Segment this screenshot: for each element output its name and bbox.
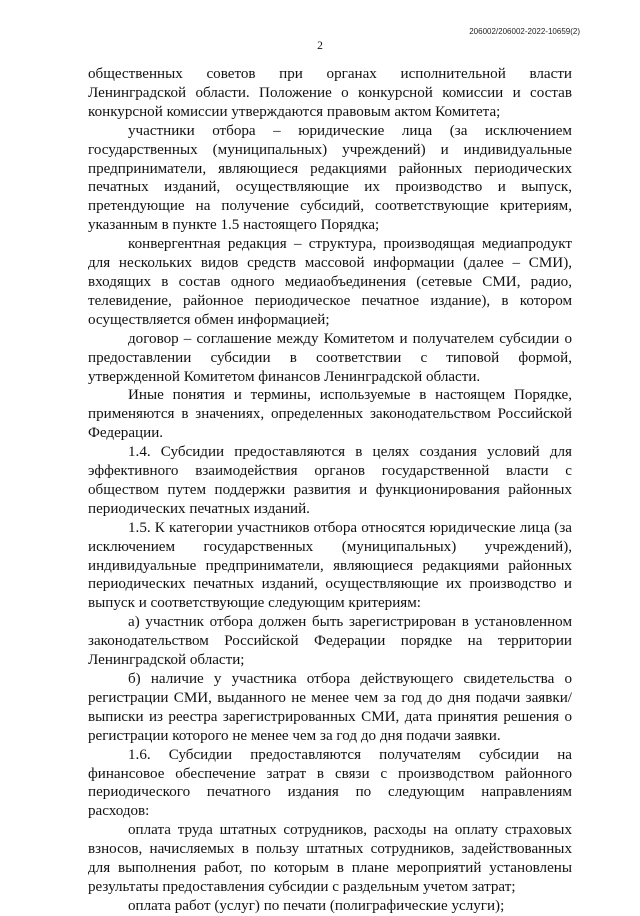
document-body — [88, 65, 572, 916]
paragraph: Иные понятия и термины, используемые в настоящем Порядке, применяются в значениях, определенных законодательством Российской Федерации. — [88, 387, 572, 442]
paragraph: 1.4. Субсидии предоставляются в целях создания условий для эффективного взаимодействия органов государственной власти с обществом путем поддержки развития и функционирования районных периодических печатных изданий. — [88, 444, 572, 517]
paragraph: оплата труда штатных сотрудников, расходы на оплату страховых взносов, начисляемых в пользу штатных сотрудников, задействованных для выполнения работ, по которым в плане мероприятий установлены результаты предоставления субсидии с раздельным учетом затрат; — [88, 822, 572, 895]
page-number: 2 — [317, 40, 323, 52]
paragraph: участники отбора – юридические лица (за исключением государственных (муниципальных) учреждений) и индивидуальные предприниматели, являющиеся редакциями районных периодических печатных изданий, осуществляющие их производство и выпуск, претендующие на получение субсидий, соответствующие критериям, указанным в пункте 1.5 настоящего Порядка; — [88, 122, 572, 234]
document-id: 206002/206002-2022-10659(2) — [469, 27, 580, 36]
paragraph: оплата работ (услуг) по печати (полиграфические услуги); — [128, 897, 505, 914]
paragraph: 1.6. Субсидии предоставляются получателям субсидии на финансовое обеспечение затрат в связи с производством районного периодического печатного издания по следующим направлениям расходов: — [88, 746, 572, 820]
paragraph: конвергентная редакция – структура, производящая медиапродукт для нескольких видов средств массовой информации (далее – СМИ), входящих в состав одного медиаобъединения (сетевые СМИ, радио, телевидение, районное периодическое печатное издание), в котором осуществляется обмен информацией; — [88, 236, 572, 328]
paragraph: б) наличие у участника отбора действующего свидетельства о регистрации СМИ, выданного не менее чем за год до дня подачи заявки/выписки из реестра зарегистрированных СМИ, дата принятия решения о регистрации которого не менее чем за год до дня подачи заявки. — [88, 671, 572, 744]
paragraph: общественных советов при органах исполнительной власти Ленинградской области. Положение о конкурсной комиссии и состав конкурсной комиссии утверждаются правовым актом Комитета; — [88, 66, 572, 120]
paragraph: договор – соглашение между Комитетом и получателем субсидии о предоставлении субсидии в соответствии с типовой формой, утвержденной Комитетом финансов Ленинградской области. — [88, 330, 572, 385]
paragraph: 1.5. К категории участников отбора относятся юридические лица (за исключением государственных (муниципальных) учреждений), индивидуальные предприниматели, являющиеся редакциями районных периодических печатных изданий, осуществляющие их производство и выпуск и соответствующие следующим критериям: — [88, 519, 572, 612]
paragraph: а) участник отбора должен быть зарегистрирован в установленном законодательством Российской Федерации порядке на территории Ленинградской области; — [88, 614, 572, 669]
